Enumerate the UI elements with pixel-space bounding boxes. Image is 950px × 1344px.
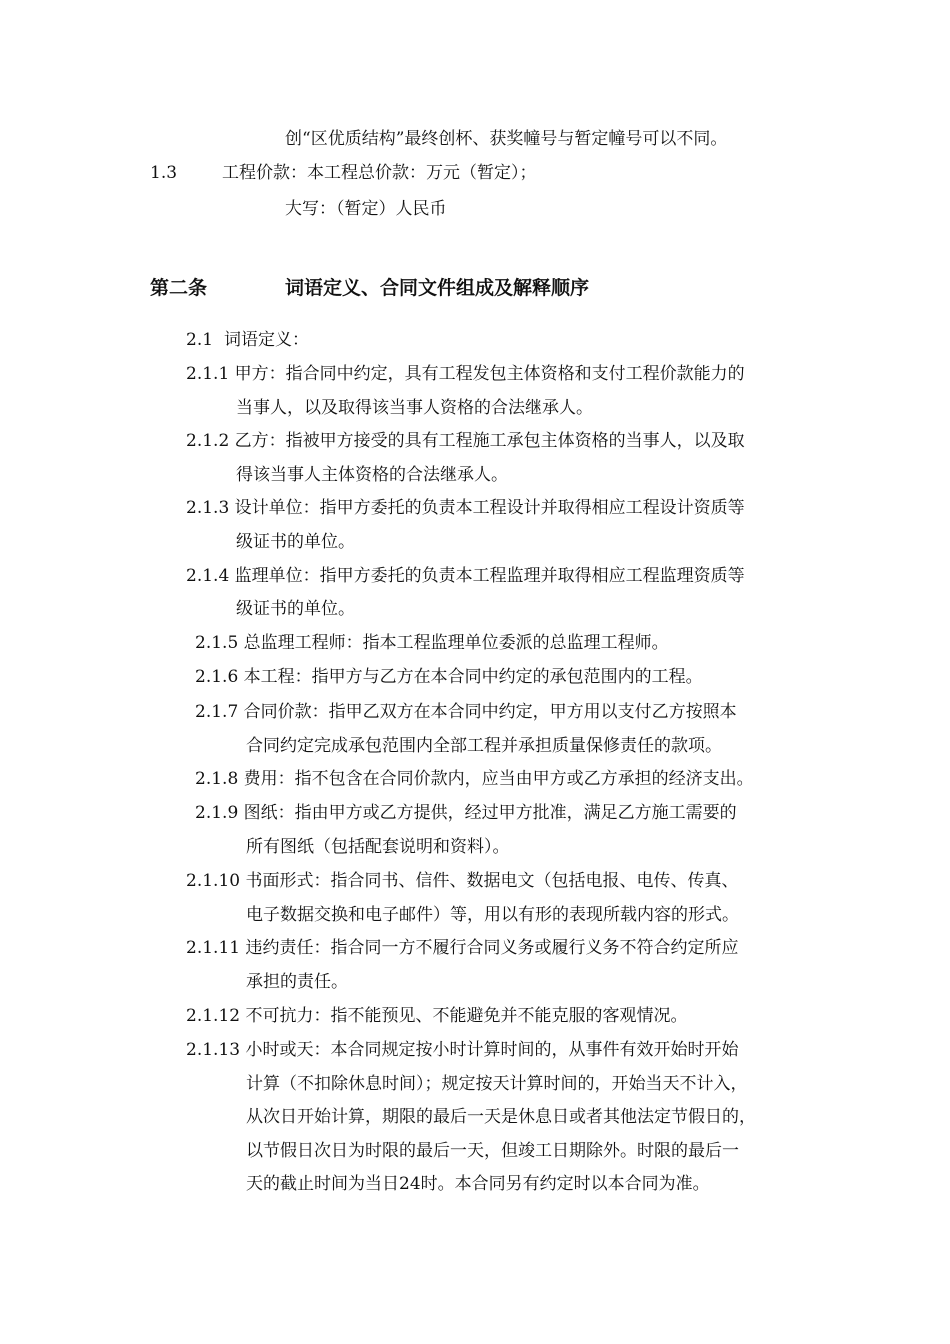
- definition-item: [195, 666, 703, 688]
- definition-item: [186, 565, 745, 587]
- section-2-1-text: 词语定义：: [224, 330, 309, 350]
- definition-text: 合同价款：指甲乙双方在本合同中约定，甲方用以支付乙方按照本: [243, 702, 737, 722]
- definition-number: 2.1.7: [195, 702, 239, 722]
- definition-text: 不可抗力：指不能预见、不能避免并不能克服的客观情况。: [245, 1006, 688, 1026]
- definition-number: 2.1.12: [186, 1006, 241, 1026]
- definition-continuation: 计算（不扣除休息时间）；规定按天计算时间的，开始当天不计入，: [246, 1074, 748, 1094]
- definition-number: 2.1.1: [186, 364, 230, 384]
- article-2-label: 第二条: [150, 277, 208, 299]
- definition-item: [186, 430, 745, 452]
- definition-continuation: 级证书的单位。: [236, 532, 355, 552]
- definition-text: 费用：指不包含在合同价款内，应当由甲方或乙方承担的经济支出。: [243, 769, 754, 789]
- definition-number: 2.1.5: [195, 633, 239, 653]
- definition-continuation: 所有图纸（包括配套说明和资料）。: [246, 837, 510, 857]
- definition-text: 甲方：指合同中约定，具有工程发包主体资格和支付工程价款能力的: [234, 364, 745, 384]
- definition-number: 2.1.13: [186, 1040, 241, 1060]
- definition-text: 总监理工程师：指本工程监理单位委派的总监理工程师。: [243, 633, 669, 653]
- definition-number: 2.1.8: [195, 769, 239, 789]
- section-1-3-continuation: 大写：（暂定）人民币: [285, 199, 447, 219]
- definition-item: [195, 701, 737, 723]
- section-1-3-number: 1.3: [150, 163, 178, 183]
- definition-text: 图纸：指由甲方或乙方提供，经过甲方批准，满足乙方施工需要的: [243, 803, 737, 823]
- article-2-title: 词语定义、合同文件组成及解释顺序: [285, 277, 590, 299]
- definition-item: [186, 870, 738, 892]
- definition-number: 2.1.6: [195, 667, 239, 687]
- definition-item: [186, 937, 738, 959]
- definition-number: 2.1.11: [186, 938, 241, 958]
- definition-number: 2.1.4: [186, 566, 230, 586]
- definition-item: [186, 363, 745, 385]
- definition-continuation: 级证书的单位。: [236, 599, 355, 619]
- definition-item: [186, 497, 745, 519]
- definition-item: [195, 802, 737, 824]
- definition-number: 2.1.3: [186, 498, 230, 518]
- section-2-1-number: 2.1: [186, 330, 214, 350]
- definition-continuation: 从次日开始计算，期限的最后一天是休息日或者其他法定节假日的，: [246, 1107, 756, 1127]
- definition-item: [186, 1039, 738, 1061]
- definition-number: 2.1.9: [195, 803, 239, 823]
- definition-continuation: 当事人，以及取得该当事人资格的合法继承人。: [236, 398, 593, 418]
- definition-text: 本工程：指甲方与乙方在本合同中约定的承包范围内的工程。: [243, 667, 703, 687]
- definition-continuation: 以节假日次日为时限的最后一天，但竣工日期除外。时限的最后一: [246, 1141, 739, 1161]
- definition-continuation: 得该当事人主体资格的合法继承人。: [236, 465, 508, 485]
- definition-continuation: 天的截止时间为当日24时。本合同另有约定时以本合同为准。: [246, 1174, 710, 1194]
- definition-text: 乙方：指被甲方接受的具有工程施工承包主体资格的当事人，以及取: [234, 431, 745, 451]
- intro-line: 创“区优质结构”最终创杯、获奖幢号与暂定幢号可以不同。: [285, 129, 728, 149]
- definition-text: 监理单位：指甲方委托的负责本工程监理并取得相应工程监理资质等: [234, 566, 745, 586]
- definition-continuation: 承担的责任。: [246, 972, 348, 992]
- definition-continuation: 电子数据交换和电子邮件）等，用以有形的表现所载内容的形式。: [246, 905, 739, 925]
- definition-item: [186, 1005, 687, 1027]
- definition-number: 2.1.2: [186, 431, 230, 451]
- definition-continuation: 合同约定完成承包范围内全部工程并承担质量保修责任的款项。: [246, 736, 722, 756]
- definition-text: 设计单位：指甲方委托的负责本工程设计并取得相应工程设计资质等: [234, 498, 745, 518]
- section-1-3-text: 工程价款：本工程总价款：万元（暂定）；: [222, 163, 537, 183]
- definition-item: [195, 632, 669, 654]
- definition-text: 小时或天：本合同规定按小时计算时间的，从事件有效开始时开始: [245, 1040, 739, 1060]
- definition-text: 违约责任：指合同一方不履行合同义务或履行义务不符合约定所应: [245, 938, 739, 958]
- definition-item: [195, 768, 754, 790]
- definition-number: 2.1.10: [186, 871, 241, 891]
- definition-text: 书面形式：指合同书、信件、数据电文（包括电报、电传、传真、: [245, 871, 739, 891]
